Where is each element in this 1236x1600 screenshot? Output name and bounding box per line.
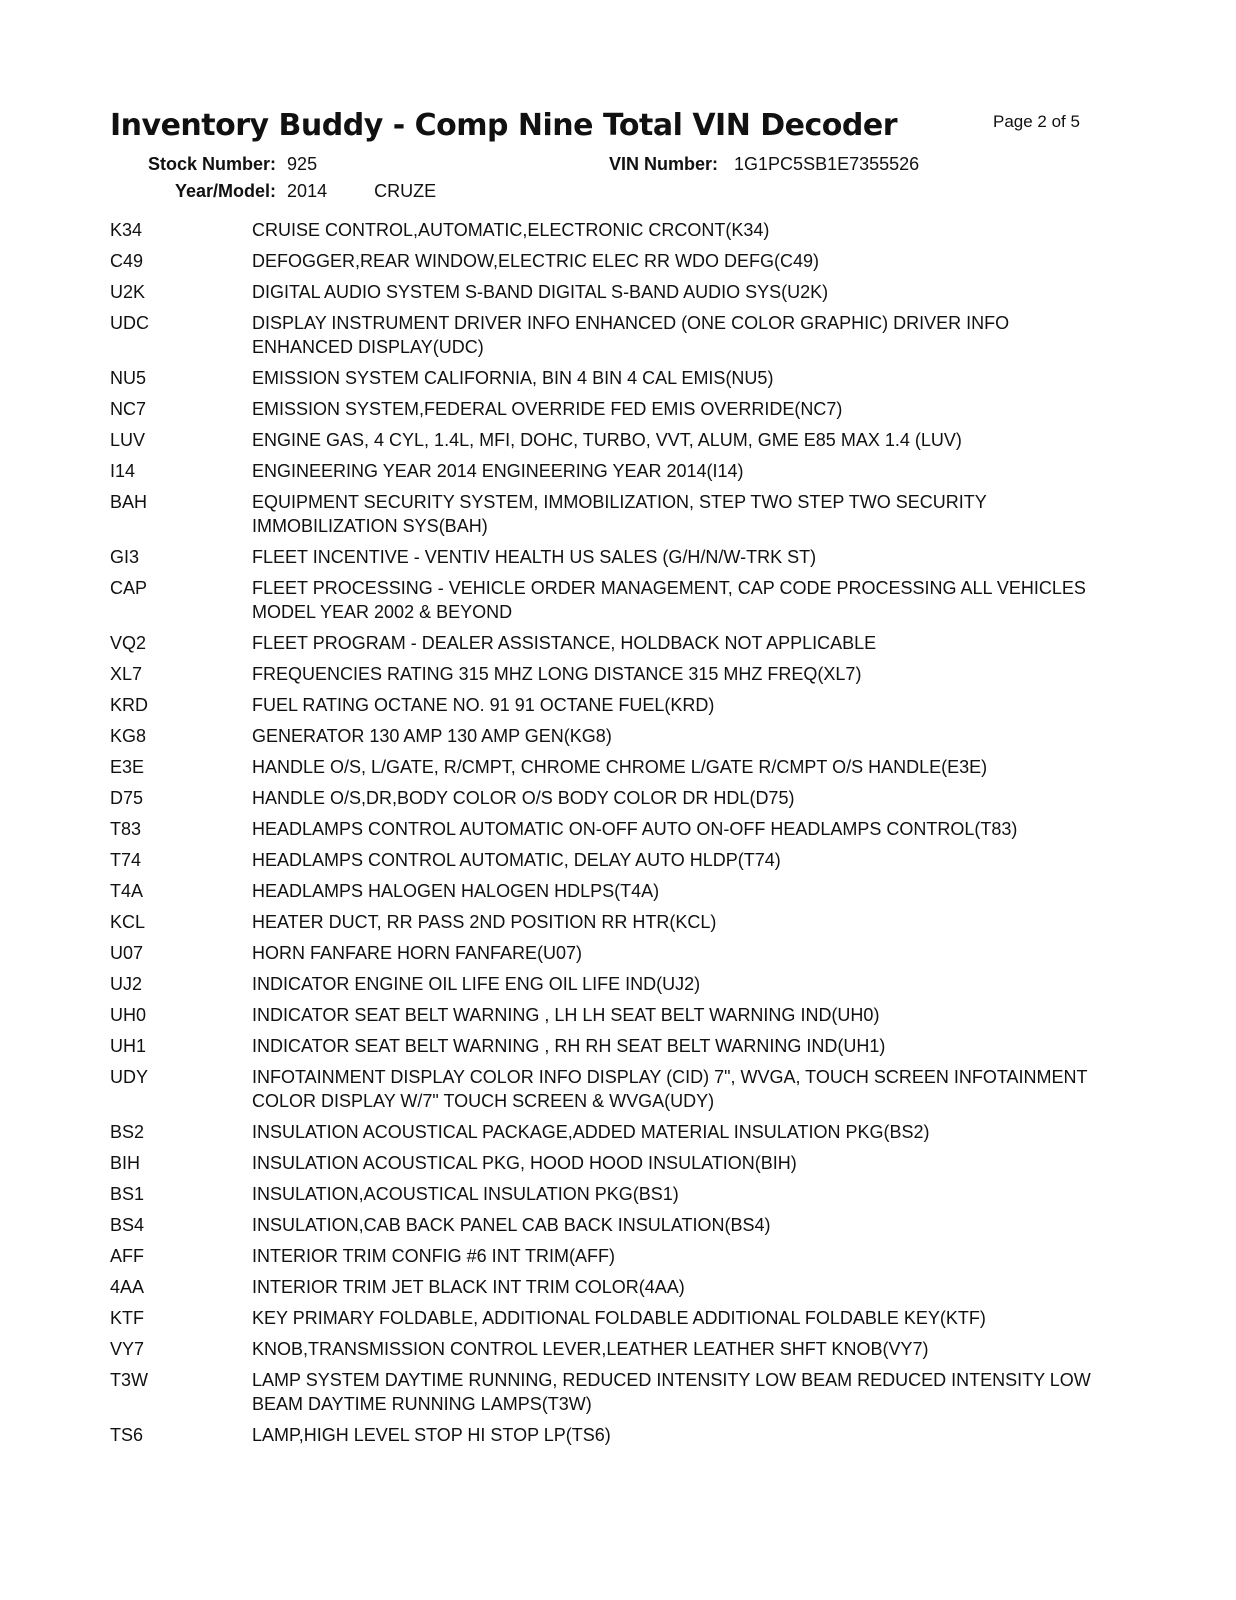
option-description: DIGITAL AUDIO SYSTEM S-BAND DIGITAL S-BAND AUDIO SYS(U2K) xyxy=(252,282,829,302)
option-row xyxy=(110,848,1120,872)
option-row xyxy=(110,1034,1120,1058)
option-description: ENGINE GAS, 4 CYL, 1.4L, MFI, DOHC, TURBO, VVT, ALUM, GME E85 MAX 1.4 (LUV) xyxy=(252,430,962,450)
option-code: BS2 xyxy=(110,1122,145,1142)
option-row xyxy=(110,576,1120,624)
option-description: FLEET PROGRAM - DEALER ASSISTANCE, HOLDBACK NOT APPLICABLE xyxy=(252,633,877,653)
option-code: U07 xyxy=(110,943,144,963)
option-code: KG8 xyxy=(110,726,147,746)
vin-number-label: VIN Number: xyxy=(609,154,719,174)
option-code: LUV xyxy=(110,430,146,450)
option-code: NU5 xyxy=(110,368,147,388)
option-row xyxy=(110,1182,1120,1206)
option-code: UH1 xyxy=(110,1036,147,1056)
option-row xyxy=(110,1065,1120,1113)
option-row xyxy=(110,693,1120,717)
option-description: HORN FANFARE HORN FANFARE(U07) xyxy=(252,943,583,963)
option-row xyxy=(110,941,1120,965)
option-description: INDICATOR SEAT BELT WARNING , LH LH SEAT BELT WARNING IND(UH0) xyxy=(252,1005,880,1025)
option-description: HEADLAMPS HALOGEN HALOGEN HDLPS(T4A) xyxy=(252,881,660,901)
option-row xyxy=(110,1337,1120,1361)
option-description: INDICATOR SEAT BELT WARNING , RH RH SEAT BELT WARNING IND(UH1) xyxy=(252,1036,886,1056)
option-code: T3W xyxy=(110,1370,148,1390)
option-code: T74 xyxy=(110,850,142,870)
option-description: INSULATION ACOUSTICAL PKG, HOOD HOOD INSULATION(BIH) xyxy=(252,1153,797,1173)
option-description: EMISSION SYSTEM CALIFORNIA, BIN 4 BIN 4 CAL EMIS(NU5) xyxy=(252,368,774,388)
option-row xyxy=(110,1275,1120,1299)
option-row xyxy=(110,545,1120,569)
option-row xyxy=(110,397,1120,421)
option-row xyxy=(110,490,1120,538)
option-row xyxy=(110,817,1120,841)
option-row xyxy=(110,755,1120,779)
option-row xyxy=(110,428,1120,452)
option-description: DEFOGGER,REAR WINDOW,ELECTRIC ELEC RR WDO DEFG(C49) xyxy=(252,251,820,271)
option-description: LAMP SYSTEM DAYTIME RUNNING, REDUCED INTENSITY LOW BEAM REDUCED INTENSITY LOW BEAM DAYTIME RUNNING LAMPS(T3W) xyxy=(252,1370,1091,1414)
option-code: TS6 xyxy=(110,1425,144,1445)
option-code: GI3 xyxy=(110,547,140,567)
page-title: Inventory Buddy - Comp Nine Total VIN Decoder xyxy=(110,108,898,143)
option-row xyxy=(110,280,1120,304)
option-description: LAMP,HIGH LEVEL STOP HI STOP LP(TS6) xyxy=(252,1425,611,1445)
option-description: GENERATOR 130 AMP 130 AMP GEN(KG8) xyxy=(252,726,612,746)
option-code: C49 xyxy=(110,251,144,271)
option-row xyxy=(110,879,1120,903)
option-row xyxy=(110,724,1120,748)
option-description: DISPLAY INSTRUMENT DRIVER INFO ENHANCED (ONE COLOR GRAPHIC) DRIVER INFO ENHANCED DISPLAY(UDC) xyxy=(252,313,1010,357)
option-description: INSULATION ACOUSTICAL PACKAGE,ADDED MATERIAL INSULATION PKG(BS2) xyxy=(252,1122,930,1142)
stock-number-row xyxy=(148,154,317,175)
option-description: INFOTAINMENT DISPLAY COLOR INFO DISPLAY (CID) 7", WVGA, TOUCH SCREEN INFOTAINMENT COLOR DISPLAY W/7" TOUCH SCREEN & WVGA(UDY) xyxy=(252,1067,1088,1111)
option-row xyxy=(110,1213,1120,1237)
option-description: INSULATION,ACOUSTICAL INSULATION PKG(BS1) xyxy=(252,1184,679,1204)
option-code: KTF xyxy=(110,1308,144,1328)
option-code: UDY xyxy=(110,1067,149,1087)
option-code-list xyxy=(110,218,1120,1454)
option-code: VY7 xyxy=(110,1339,145,1359)
option-code: CAP xyxy=(110,578,148,598)
option-row xyxy=(110,910,1120,934)
option-code: KCL xyxy=(110,912,146,932)
option-row xyxy=(110,1423,1120,1447)
option-row xyxy=(110,218,1120,242)
option-code: VQ2 xyxy=(110,633,147,653)
option-code: NC7 xyxy=(110,399,147,419)
option-code: U2K xyxy=(110,282,146,302)
model-value: CRUZE xyxy=(374,181,437,201)
stock-number-label: Stock Number: xyxy=(148,154,277,174)
option-description: HANDLE O/S, L/GATE, R/CMPT, CHROME CHROME L/GATE R/CMPT O/S HANDLE(E3E) xyxy=(252,757,988,777)
option-row xyxy=(110,631,1120,655)
option-description: CRUISE CONTROL,AUTOMATIC,ELECTRONIC CRCONT(K34) xyxy=(252,220,770,240)
vin-number-row xyxy=(609,154,919,175)
option-code: BS1 xyxy=(110,1184,145,1204)
option-description: HANDLE O/S,DR,BODY COLOR O/S BODY COLOR DR HDL(D75) xyxy=(252,788,795,808)
stock-number-value: 925 xyxy=(287,154,318,174)
option-description: FLEET INCENTIVE - VENTIV HEALTH US SALES (G/H/N/W-TRK ST) xyxy=(252,547,817,567)
option-description: FUEL RATING OCTANE NO. 91 91 OCTANE FUEL(KRD) xyxy=(252,695,715,715)
option-row xyxy=(110,249,1120,273)
option-description: INTERIOR TRIM JET BLACK INT TRIM COLOR(4AA) xyxy=(252,1277,685,1297)
option-code: BS4 xyxy=(110,1215,145,1235)
year-model-label: Year/Model: xyxy=(175,181,277,201)
year-value: 2014 xyxy=(287,181,328,201)
option-code: XL7 xyxy=(110,664,143,684)
option-description: KEY PRIMARY FOLDABLE, ADDITIONAL FOLDABLE ADDITIONAL FOLDABLE KEY(KTF) xyxy=(252,1308,986,1328)
option-code: D75 xyxy=(110,788,144,808)
option-code: UDC xyxy=(110,313,149,333)
option-row xyxy=(110,1003,1120,1027)
option-code: T4A xyxy=(110,881,144,901)
option-description: HEATER DUCT, RR PASS 2ND POSITION RR HTR(KCL) xyxy=(252,912,717,932)
option-row xyxy=(110,1151,1120,1175)
option-description: FLEET PROCESSING - VEHICLE ORDER MANAGEMENT, CAP CODE PROCESSING ALL VEHICLES MODEL YEAR 2002 & BEYOND xyxy=(252,578,1086,622)
option-row xyxy=(110,1244,1120,1268)
option-code: 4AA xyxy=(110,1277,145,1297)
option-row xyxy=(110,972,1120,996)
option-row xyxy=(110,1120,1120,1144)
option-code: KRD xyxy=(110,695,149,715)
option-code: AFF xyxy=(110,1246,144,1266)
option-description: ENGINEERING YEAR 2014 ENGINEERING YEAR 2014(I14) xyxy=(252,461,744,481)
option-code: E3E xyxy=(110,757,145,777)
page-number: Page 2 of 5 xyxy=(993,112,1080,131)
option-description: INDICATOR ENGINE OIL LIFE ENG OIL LIFE IND(UJ2) xyxy=(252,974,701,994)
option-code: T83 xyxy=(110,819,142,839)
option-code: K34 xyxy=(110,220,143,240)
option-row xyxy=(110,1306,1120,1330)
option-code: BIH xyxy=(110,1153,141,1173)
option-description: HEADLAMPS CONTROL AUTOMATIC ON-OFF AUTO ON-OFF HEADLAMPS CONTROL(T83) xyxy=(252,819,1018,839)
option-description: KNOB,TRANSMISSION CONTROL LEVER,LEATHER LEATHER SHFT KNOB(VY7) xyxy=(252,1339,929,1359)
option-row xyxy=(110,786,1120,810)
option-description: INSULATION,CAB BACK PANEL CAB BACK INSULATION(BS4) xyxy=(252,1215,771,1235)
option-row xyxy=(110,459,1120,483)
option-row xyxy=(110,1368,1120,1416)
option-description: HEADLAMPS CONTROL AUTOMATIC, DELAY AUTO HLDP(T74) xyxy=(252,850,781,870)
vin-number-value: 1G1PC5SB1E7355526 xyxy=(734,154,920,174)
option-row xyxy=(110,311,1120,359)
option-description: EMISSION SYSTEM,FEDERAL OVERRIDE FED EMIS OVERRIDE(NC7) xyxy=(252,399,843,419)
option-description: EQUIPMENT SECURITY SYSTEM, IMMOBILIZATION, STEP TWO STEP TWO SECURITY IMMOBILIZATION SYS(BAH) xyxy=(252,492,987,536)
option-description: FREQUENCIES RATING 315 MHZ LONG DISTANCE 315 MHZ FREQ(XL7) xyxy=(252,664,862,684)
option-description: INTERIOR TRIM CONFIG #6 INT TRIM(AFF) xyxy=(252,1246,616,1266)
option-row xyxy=(110,662,1120,686)
option-code: I14 xyxy=(110,461,136,481)
option-code: UH0 xyxy=(110,1005,147,1025)
year-model-row xyxy=(175,181,436,202)
option-code: UJ2 xyxy=(110,974,143,994)
option-code: BAH xyxy=(110,492,148,512)
option-row xyxy=(110,366,1120,390)
